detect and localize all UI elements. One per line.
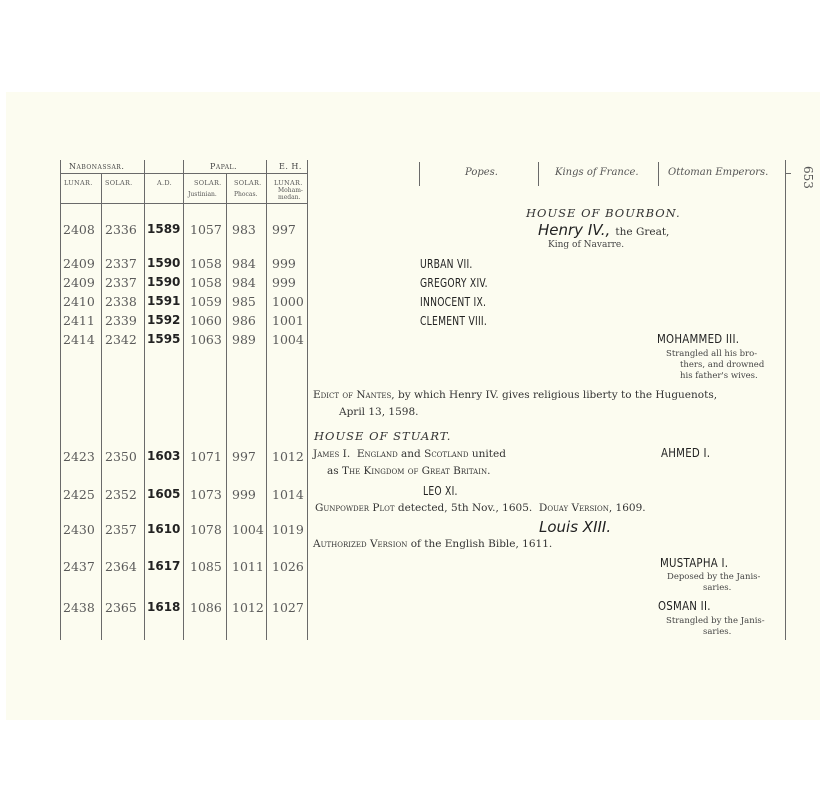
papal-solar-2-header: SOLAR.	[234, 179, 262, 187]
eh-year: 1004	[272, 332, 304, 347]
sultan-mohammed-iii: MOHAMMED III.	[657, 332, 740, 346]
henry-iv-title: King of Navarre.	[548, 240, 625, 250]
col-line-6	[307, 160, 308, 640]
mohammed-note-1: Strangled all his bro-	[666, 349, 758, 359]
authorized-version-title: Authorized Version	[313, 538, 408, 550]
col-line-2	[144, 160, 145, 640]
pope-gregory-xiv: GREGORY XIV.	[420, 276, 488, 290]
eh-year: 997	[272, 222, 296, 237]
solar-year: 2364	[105, 559, 137, 574]
justinian-year: 1078	[190, 522, 222, 537]
ad-year: 1610	[147, 522, 181, 536]
pope-clement-viii: CLEMENT VIII.	[420, 314, 488, 328]
lunar-year: 2438	[63, 600, 95, 615]
solar-year: 2357	[105, 522, 137, 537]
ad-year: 1603	[147, 449, 181, 463]
henry-iv-name: Henry IV.,	[538, 221, 611, 239]
phocas-year: 1012	[232, 600, 264, 615]
phocas-year: 1004	[232, 522, 264, 537]
edict-of-nantes-title: Edict of Nantes,	[313, 389, 395, 401]
phocas-year: 999	[232, 487, 256, 502]
phocas-year: 989	[232, 332, 256, 347]
gunpowder-plot-text: detected, 5th Nov., 1605.	[397, 502, 533, 514]
phocas-year: 984	[232, 256, 256, 271]
book-page	[6, 92, 820, 720]
james-i-line-1	[313, 448, 506, 460]
nabonassar-rule	[60, 173, 146, 174]
edict-of-nantes-date: April 13, 1598.	[339, 406, 419, 418]
popes-divider-left	[419, 162, 420, 186]
mohammed-note-2: thers, and drowned	[680, 360, 765, 370]
eh-year: 1014	[272, 487, 304, 502]
papal-solar-1-header: SOLAR.	[194, 179, 222, 187]
lunar-year: 2437	[63, 559, 95, 574]
page-number: 653	[801, 166, 815, 189]
right-border	[785, 160, 786, 640]
justinian-year: 1057	[190, 222, 222, 237]
pope-innocent-ix: INNOCENT IX.	[420, 295, 487, 309]
edict-of-nantes-text: by which Henry IV. gives religious liberty to the Huguenots,	[397, 389, 718, 401]
authorized-version-text: of the English Bible, 1611.	[410, 538, 553, 550]
col-line-5	[266, 160, 267, 640]
james-i-line-2	[327, 465, 490, 477]
osman-note-1: Strangled by the Janis-	[666, 616, 765, 626]
solar-year: 2365	[105, 600, 137, 615]
lunar-year: 2410	[63, 294, 95, 309]
phocas-year: 984	[232, 275, 256, 290]
col-line-3	[183, 160, 184, 640]
eh-year: 999	[272, 275, 296, 290]
eh-header: E. H.	[279, 162, 302, 171]
eh-year: 1027	[272, 600, 304, 615]
justinian-year: 1059	[190, 294, 222, 309]
lunar-year: 2411	[63, 313, 95, 328]
pope-urban-vii: URBAN VII.	[420, 257, 473, 271]
ad-year: 1617	[147, 559, 181, 573]
lunar-year: 2409	[63, 256, 95, 271]
gunpowder-plot-title: Gunpowder Plot	[315, 502, 395, 514]
nabonassar-header: Nabonassar.	[69, 162, 125, 171]
henry-iv-epithet: the Great,	[615, 226, 670, 238]
ad-year: 1605	[147, 487, 181, 501]
solar-year: 2338	[105, 294, 137, 309]
solar-year: 2350	[105, 449, 137, 464]
authorized-version-line	[313, 538, 552, 550]
eh-year: 1000	[272, 294, 304, 309]
solar-year: 2337	[105, 275, 137, 290]
justinian-year: 1071	[190, 449, 222, 464]
col-line-1	[101, 174, 102, 640]
james-i-scotland: Scotland	[424, 448, 469, 460]
ad-year: 1591	[147, 294, 181, 308]
ad-header: A.D.	[157, 179, 173, 187]
justinian-year: 1060	[190, 313, 222, 328]
eh-lunar-header: LUNAR.	[274, 179, 303, 187]
lunar-year: 2430	[63, 522, 95, 537]
justinian-year: 1086	[190, 600, 222, 615]
eh-mohammedan-header-1: Moham-	[278, 187, 303, 194]
col-line-4	[226, 174, 227, 640]
solar-year: 2342	[105, 332, 137, 347]
lunar-year: 2425	[63, 487, 95, 502]
papal-header: Papal.	[210, 162, 238, 171]
eh-year: 1019	[272, 522, 304, 537]
house-of-stuart: HOUSE OF STUART.	[314, 429, 452, 443]
mustapha-note-2: saries.	[703, 583, 732, 593]
eh-year: 1001	[272, 313, 304, 328]
lunar-year: 2408	[63, 222, 95, 237]
subheader-rule	[60, 203, 308, 204]
phocas-year: 997	[232, 449, 256, 464]
lunar-year: 2409	[63, 275, 95, 290]
ad-year: 1592	[147, 313, 181, 327]
justinian-year: 1073	[190, 487, 222, 502]
popes-header: Popes.	[465, 167, 498, 178]
solar-year: 2352	[105, 487, 137, 502]
ad-year: 1590	[147, 256, 181, 270]
phocas-year: 983	[232, 222, 256, 237]
king-louis-xiii: Louis XIII.	[539, 518, 612, 536]
ottoman-divider-left	[658, 162, 659, 186]
ad-year: 1589	[147, 222, 181, 236]
lunar-header: LUNAR.	[64, 179, 93, 187]
eh-mohammedan-header-2: medan.	[278, 194, 301, 201]
solar-header: SOLAR.	[105, 179, 133, 187]
henry-iv-line	[538, 220, 669, 239]
eh-year: 999	[272, 256, 296, 271]
solar-year: 2336	[105, 222, 137, 237]
sultan-mustapha-i: MUSTAPHA I.	[660, 556, 729, 570]
gunpowder-plot-line	[315, 502, 646, 514]
phocas-year: 985	[232, 294, 256, 309]
phocas-year: 1011	[232, 559, 264, 574]
papal-justinian-header: Justinian.	[188, 191, 217, 198]
james-i-england: England	[356, 448, 398, 460]
sultan-ahmed-i: AHMED I.	[661, 446, 711, 460]
ad-year: 1595	[147, 332, 181, 346]
justinian-year: 1085	[190, 559, 222, 574]
ottoman-emperors-header: Ottoman Emperors.	[668, 167, 769, 178]
kings-of-france-header: Kings of France.	[555, 167, 639, 178]
james-i-as: as	[327, 465, 339, 477]
solar-year: 2339	[105, 313, 137, 328]
osman-note-2: saries.	[703, 627, 732, 637]
edict-of-nantes-line-1	[313, 389, 717, 401]
lunar-year: 2423	[63, 449, 95, 464]
sultan-osman-ii: OSMAN II.	[658, 599, 711, 613]
justinian-year: 1058	[190, 256, 222, 271]
solar-year: 2337	[105, 256, 137, 271]
eh-year: 1026	[272, 559, 304, 574]
france-divider-left	[538, 162, 539, 186]
douay-version-title: Douay Version,	[538, 502, 613, 514]
james-i-united: united	[471, 448, 506, 460]
mohammed-note-3: his father's wives.	[680, 371, 758, 381]
phocas-year: 986	[232, 313, 256, 328]
col-line-0	[60, 160, 61, 640]
papal-phocas-header: Phocas.	[234, 191, 258, 198]
mustapha-note-1: Deposed by the Janis-	[667, 572, 761, 582]
justinian-year: 1058	[190, 275, 222, 290]
pope-leo-xi: LEO XI.	[423, 484, 458, 498]
james-i-name: James I.	[313, 448, 351, 460]
ad-year: 1590	[147, 275, 181, 289]
eh-year: 1012	[272, 449, 304, 464]
kingdom-of-great-britain: The Kingdom of Great Britain.	[342, 465, 491, 477]
lunar-year: 2414	[63, 332, 95, 347]
douay-version-year: 1609.	[615, 502, 646, 514]
house-of-bourbon: HOUSE OF BOURBON.	[526, 206, 681, 220]
ad-year: 1618	[147, 600, 181, 614]
justinian-year: 1063	[190, 332, 222, 347]
james-i-and: and	[401, 448, 421, 460]
